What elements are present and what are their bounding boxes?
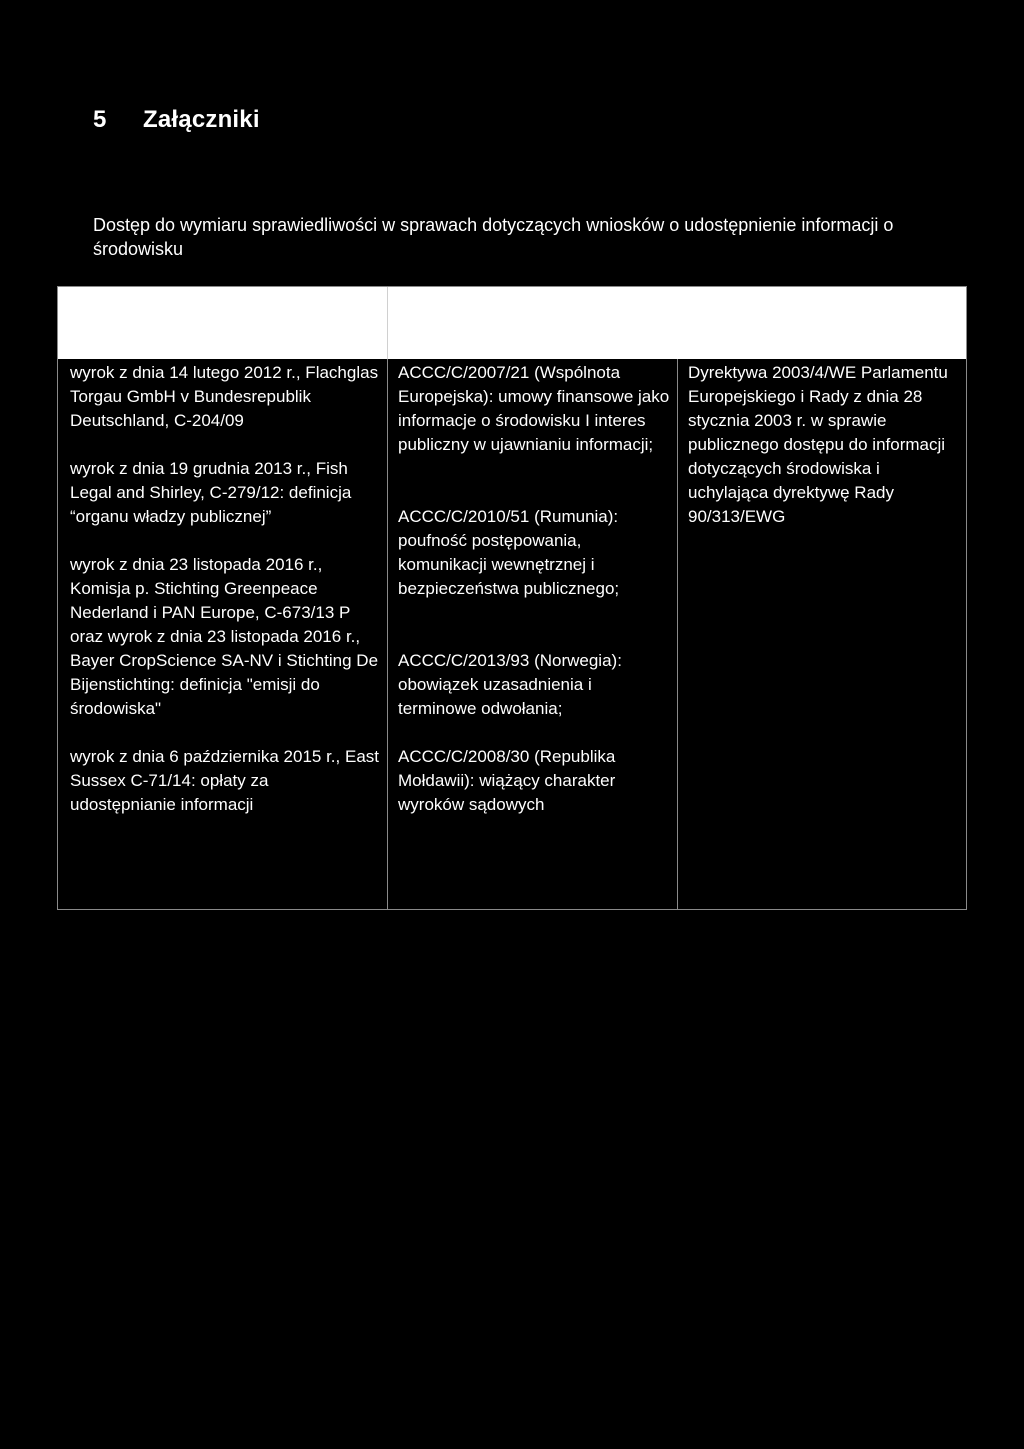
table-header-row	[58, 287, 966, 359]
accc-entry: ACCC/C/2008/30 (Republika Mołdawii): wiążący charakter wyroków sądowych	[398, 747, 616, 814]
judgment-entry: wyrok z dnia 23 listopada 2016 r., Komisja p. Stichting Greenpeace Nederland i PAN Europe, C-673/13 P oraz wyrok z dnia 23 listopada 2016 r., Bayer CropScience SA-NV i Stichting De Bijenstichting: definicja "emisji do środowiska"	[70, 555, 379, 718]
accc-entry: ACCC/C/2010/51 (Rumunia): poufność postępowania, komunikacji wewnętrznej i bezpieczeństwa publicznego;	[398, 507, 620, 598]
table-header-cell-right	[388, 287, 966, 359]
section-number: 5	[93, 106, 107, 133]
intro-paragraph: Dostęp do wymiaru sprawiedliwości w sprawach dotyczących wniosków o udostępnienie informacji o środowisku	[93, 215, 894, 259]
judgment-entry: wyrok z dnia 14 lutego 2012 r., Flachglas Torgau GmbH v Bundesrepublik Deutschland, C-204/09	[70, 363, 379, 430]
column-accc-findings	[388, 359, 678, 909]
judgment-entry: wyrok z dnia 6 października 2015 r., East Sussex C-71/14: opłaty za udostępnianie informacji	[70, 747, 379, 814]
column-court-judgments	[58, 359, 388, 909]
annex-table	[57, 286, 967, 910]
section-heading	[93, 103, 260, 137]
accc-entry: ACCC/C/2007/21 (Wspólnota Europejska): umowy finansowe jako informacje o środowisku I interes publiczny w ujawnianiu informacji;	[398, 363, 670, 454]
accc-entry: ACCC/C/2013/93 (Norwegia): obowiązek uzasadnienia i terminowe odwołania;	[398, 651, 622, 718]
section-title: Załączniki	[143, 106, 260, 133]
column-legislation	[678, 359, 966, 909]
legislation-entry: Dyrektywa 2003/4/WE Parlamentu Europejskiego i Rady z dnia 28 stycznia 2003 r. w sprawie publicznego dostępu do informacji dotyczących środowiska i uchylająca dyrektywę Rady 90/313/EWG	[688, 363, 948, 526]
table-header-cell-left	[58, 287, 388, 359]
judgment-entry: wyrok z dnia 19 grudnia 2013 r., Fish Legal and Shirley, C-279/12: definicja “organu władzy publicznej”	[70, 459, 352, 526]
